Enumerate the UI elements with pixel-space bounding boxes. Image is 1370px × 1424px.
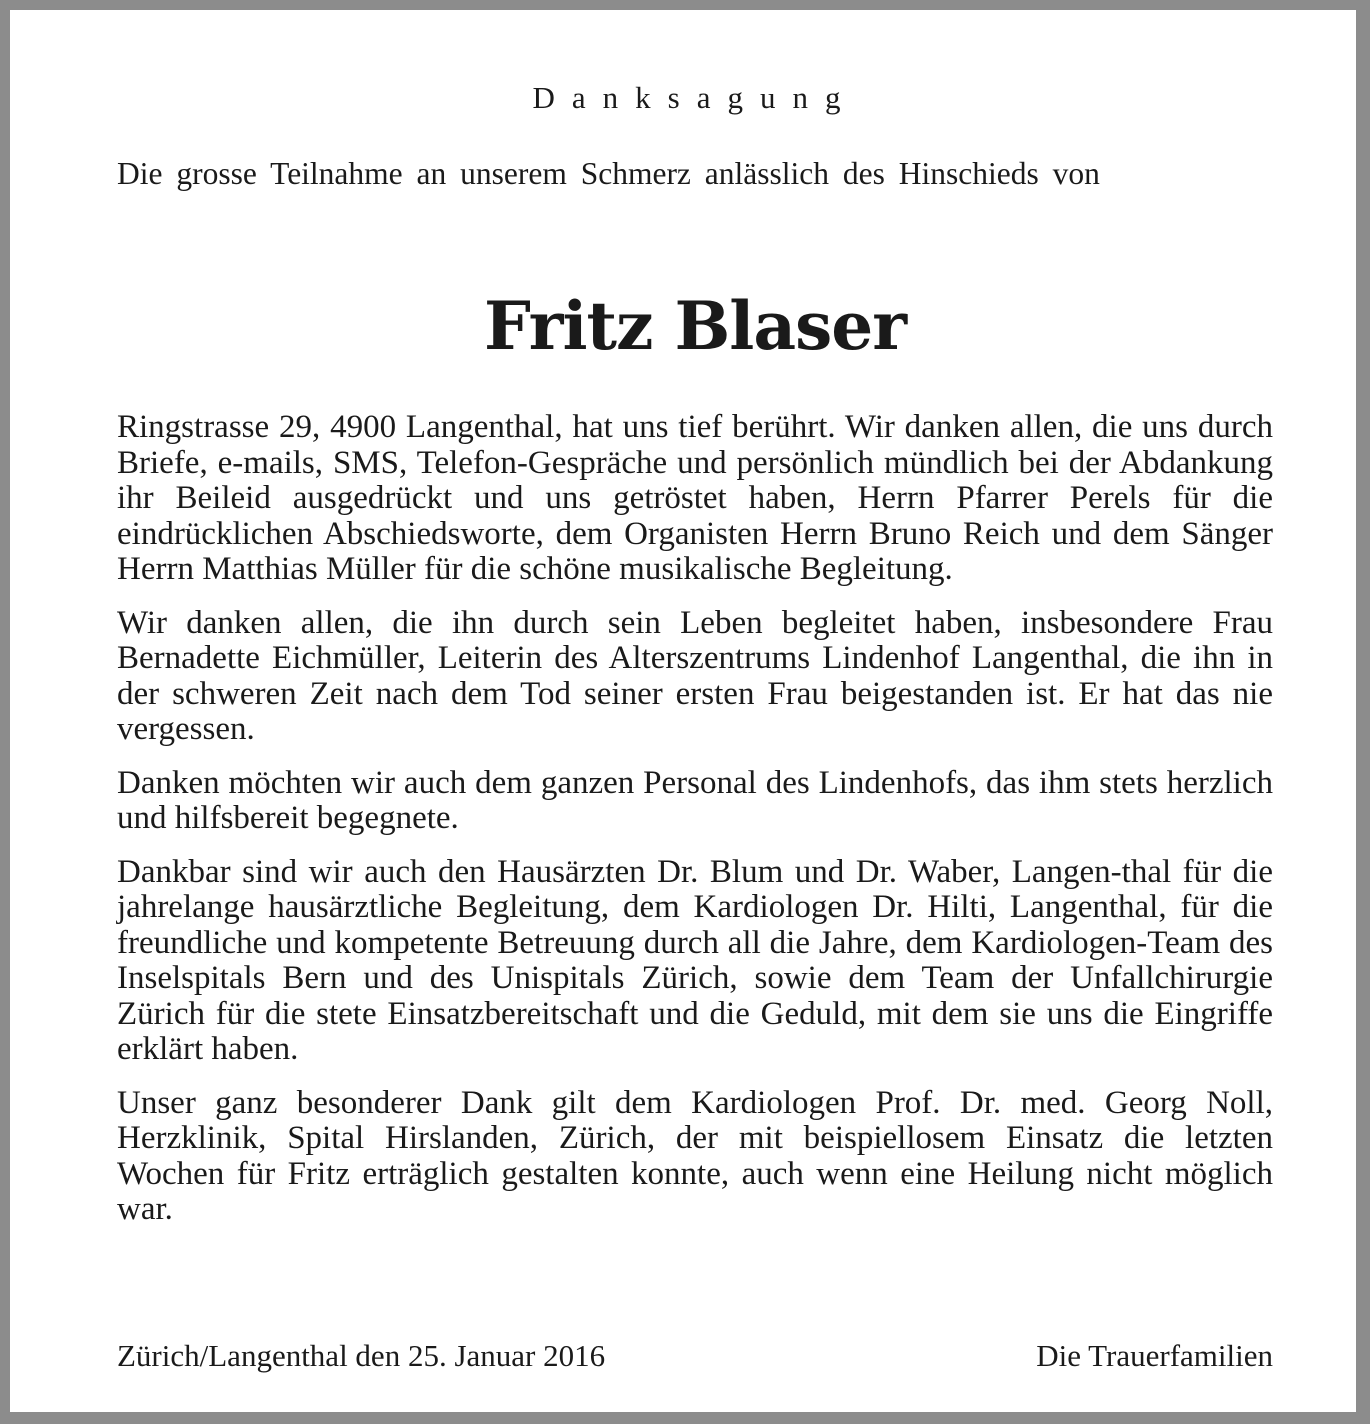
- paragraph-staff: Danken möchten wir auch dem ganzen Personal des Lindenhofs, das ihm stets herzlich und hilfsbereit begegnete.: [117, 764, 1273, 836]
- paragraph-doctors: Dankbar sind wir auch den Hausärzten Dr. Blum und Dr. Waber, Langen-thal für die jahrelange hausärztliche Begleitung, dem Kardiologen Dr. Hilti, Langenthal, für die freundliche und kompetente Betreuung durch all die Jahre, dem Kardiologen-Team des Inselspitals Bern und des Unispitals Zürich, sowie dem Team der Unfallchirurgie Zürich für die stete Einsatzbereitschaft und die Geduld, mit dem sie uns die Eingriffe erklärt haben.: [117, 853, 1273, 1067]
- intro-text: Die grosse Teilnahme an unserem Schmerz anlässlich des Hinschieds von: [117, 156, 1100, 191]
- paragraph-life: Wir danken allen, die ihn durch sein Leben begleitet haben, insbesondere Frau Bernadette Eichmüller, Leiterin des Alterszentrums Lindenhof Langenthal, die ihn in der schweren Zeit nach dem Tod seiner ersten Frau beigestanden ist. Er hat das nie vergessen.: [117, 604, 1273, 747]
- footer: [117, 1338, 1273, 1374]
- deceased-name: Fritz Blaser: [483, 287, 907, 365]
- thanks-body: [117, 410, 1273, 1246]
- place-date: Zürich/Langenthal den 25. Januar 2016: [117, 1338, 606, 1373]
- page-title: Danksagung: [532, 80, 858, 115]
- paragraph-cardiologist: Unser ganz besonderer Dank gilt dem Kardiologen Prof. Dr. med. Georg Noll, Herzklinik, Spital Hirslanden, Zürich, der mit beispiellosem Einsatz die letzten Wochen für Fritz erträglich gestalten konnte, auch wenn eine Heilung nicht möglich war.: [117, 1084, 1273, 1227]
- paragraph-address: Ringstrasse 29, 4900 Langenthal, hat uns tief berührt. Wir danken allen, die uns durch Briefe, e-mails, SMS, Telefon-Gespräche und persönlich mündlich bei der Abdankung ihr Beileid ausgedrückt und uns getröstet haben, Herrn Pfarrer Perels für die eindrücklichen Abschiedsworte, dem Organisten Herrn Bruno Reich und dem Sänger Herrn Matthias Müller für die schöne musikalische Begleitung.: [117, 409, 1273, 587]
- signature: Die Trauerfamilien: [1036, 1338, 1273, 1373]
